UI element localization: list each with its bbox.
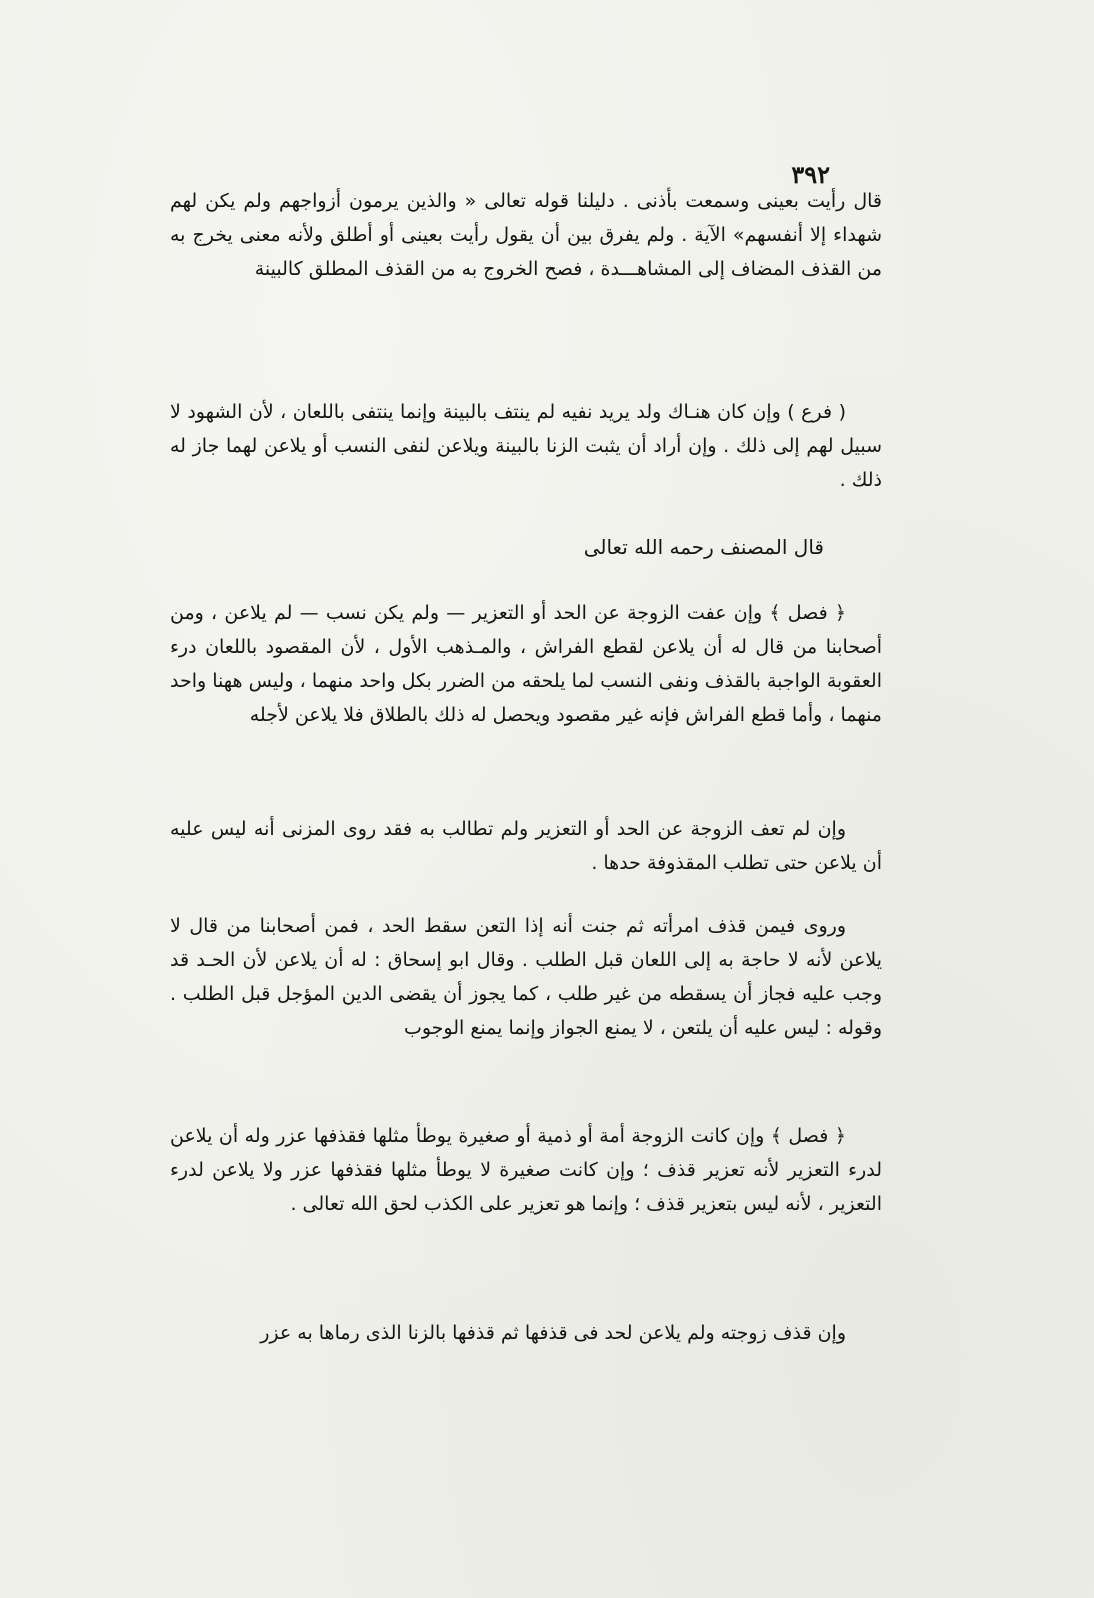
paragraph-6-fasl <box>170 1119 882 1221</box>
paragraph-5-text: وروى فيمن قذف امرأته ثم جنت أنه إذا التعن سقط الحد ، فمن أصحابنا من قال لا يلاعن لأنه لا حاجة به إلى اللعان قبل الطلب . وقال ابو إسحاق : له أن يلاعن لأن الحـد قد وجب عليه فجاز أن يسقطه من غير طلب ، كما يجوز أن يقضى الدين المؤجل قبل الطلب . وقوله : ليس عليه أن يلتعن ، لا يمنع الجواز وإنما يمنع الوجوب <box>170 915 882 1039</box>
paragraph-4 <box>170 812 882 880</box>
paragraph-7-text: وإن قذف زوجته ولم يلاعن لحد فى قذفها ثم قذفها بالزنا الذى رماها به عزر <box>260 1322 846 1344</box>
paragraph-1: قال رأيت بعينى وسمعت بأذنى . دليلنا قوله تعالى « والذين يرمون أزواجهم ولم يكن لهم شهداء إلا أنفسهم» الآية . ولم يفرق بين أن يقول رأيت بعينى أو أطلق ولأنه معنى يخرج به من القذف المضاف إلى المشاهـــدة ، فصح الخروج به من القذف المطلق كالبينة <box>170 190 882 280</box>
paragraph-3-text: ﴿ فصل ﴾ وإن عفت الزوجة عن الحد أو التعزير — ولم يكن نسب — لم يلاعن ، ومن أصحابنا من قال له أن يلاعن لقطع الفراش ، والمـذهب الأول ، لأن المقصود باللعان درء العقوبة الواجبة بالقذف ونفى النسب لما يلحقه من الضرر بكل واحد منهما ، وليس ههنا واحد منهما ، وأما قطع الفراش فإنه غير مقصود ويحصل له ذلك بالطلاق فلا يلاعن لأجله <box>170 602 882 726</box>
paragraph-4-text: وإن لم تعف الزوجة عن الحد أو التعزير ولم تطالب به فقد روى المزنى أنه ليس عليه أن يلاعن حتى تطلب المقذوفة حدها . <box>170 818 882 874</box>
page-number: ٣٩٢ <box>791 160 830 189</box>
paragraph-7 <box>170 1316 882 1350</box>
paragraph-5 <box>170 909 882 1045</box>
paragraph-3-fasl <box>170 596 882 732</box>
paragraph-6-text: ﴿ فصل ﴾ وإن كانت الزوجة أمة أو ذمية أو صغيرة يوطأ مثلها فقذفها عزر وله أن يلاعن لدرء التعزير لأنه تعزير قذف ؛ وإن كانت صغيرة لا يوطأ مثلها فقذفها عزر ولا يلاعن لدرء التعزير ، لأنه ليس بتعزير قذف ؛ وإنما هو تعزير على الكذب لحق الله تعالى . <box>170 1125 882 1215</box>
paragraph-2-text: ( فرع ) وإن كان هنـاك ولد يريد نفيه لم ينتف بالبينة وإنما ينتفى باللعان ، لأن الشهود لا سبيل لهم إلى ذلك . وإن أراد أن يثبت الزنا بالبينة ويلاعن لنفى النسب أو يلاعن لهما جاز له ذلك . <box>170 401 882 491</box>
paragraph-2-far <box>170 395 882 497</box>
section-heading: قال المصنف رحمه الله تعالى <box>583 535 824 559</box>
